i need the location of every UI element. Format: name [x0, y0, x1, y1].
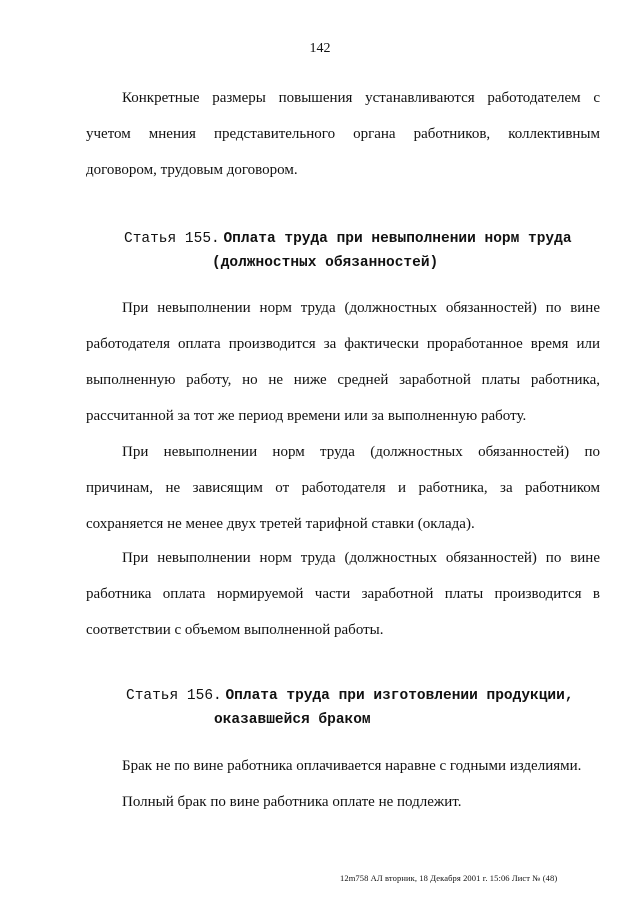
article-156-paragraph-1: Брак не по вине работника оплачивается наравне с годными изделиями. [122, 758, 582, 774]
article-155-label: Статья 155. [124, 231, 220, 247]
page-number: 142 [309, 41, 331, 56]
article-156-title-line2: оказавшейся браком [214, 712, 371, 728]
article-156-paragraph-2: Полный брак по вине работника оплате не подлежит. [122, 794, 462, 810]
article-155-paragraph-1: При невыполнении норм труда (должностных обязанностей) по вине работодателя оплата производится за фактически проработанное время или выполненную работу, но не ниже средней заработной платы работника, рассчитанной за тот же период времени или за выполненную работу. [86, 300, 600, 424]
article-156-title-line1: Оплата труда при изготовлении продукции, [225, 688, 574, 704]
intro-paragraph: Конкретные размеры повышения устанавливаются работодателем с учетом мнения представительного органа работников, коллективным договором, трудовым договором. [86, 90, 600, 178]
article-155-title-line1: Оплата труда при невыполнении норм труда [223, 231, 572, 247]
footer-stamp: 12m758 АЛ вторник, 18 Декабря 2001 г. 15:06 Лист № (48) [340, 873, 558, 883]
article-155-title-line2: (должностных обязанностей) [212, 255, 439, 271]
article-155-heading [124, 226, 572, 275]
article-156-label: Статья 156. [126, 688, 222, 704]
article-155-paragraph-3: При невыполнении норм труда (должностных обязанностей) по вине работника оплата нормируемой части заработной платы производится в соответствии с объемом выполненной работы. [86, 550, 600, 638]
article-156-heading [126, 683, 574, 732]
article-155-paragraph-2: При невыполнении норм труда (должностных обязанностей) по причинам, не зависящим от работодателя и работника, за работником сохраняется не менее двух третей тарифной ставки (оклада). [86, 444, 600, 532]
